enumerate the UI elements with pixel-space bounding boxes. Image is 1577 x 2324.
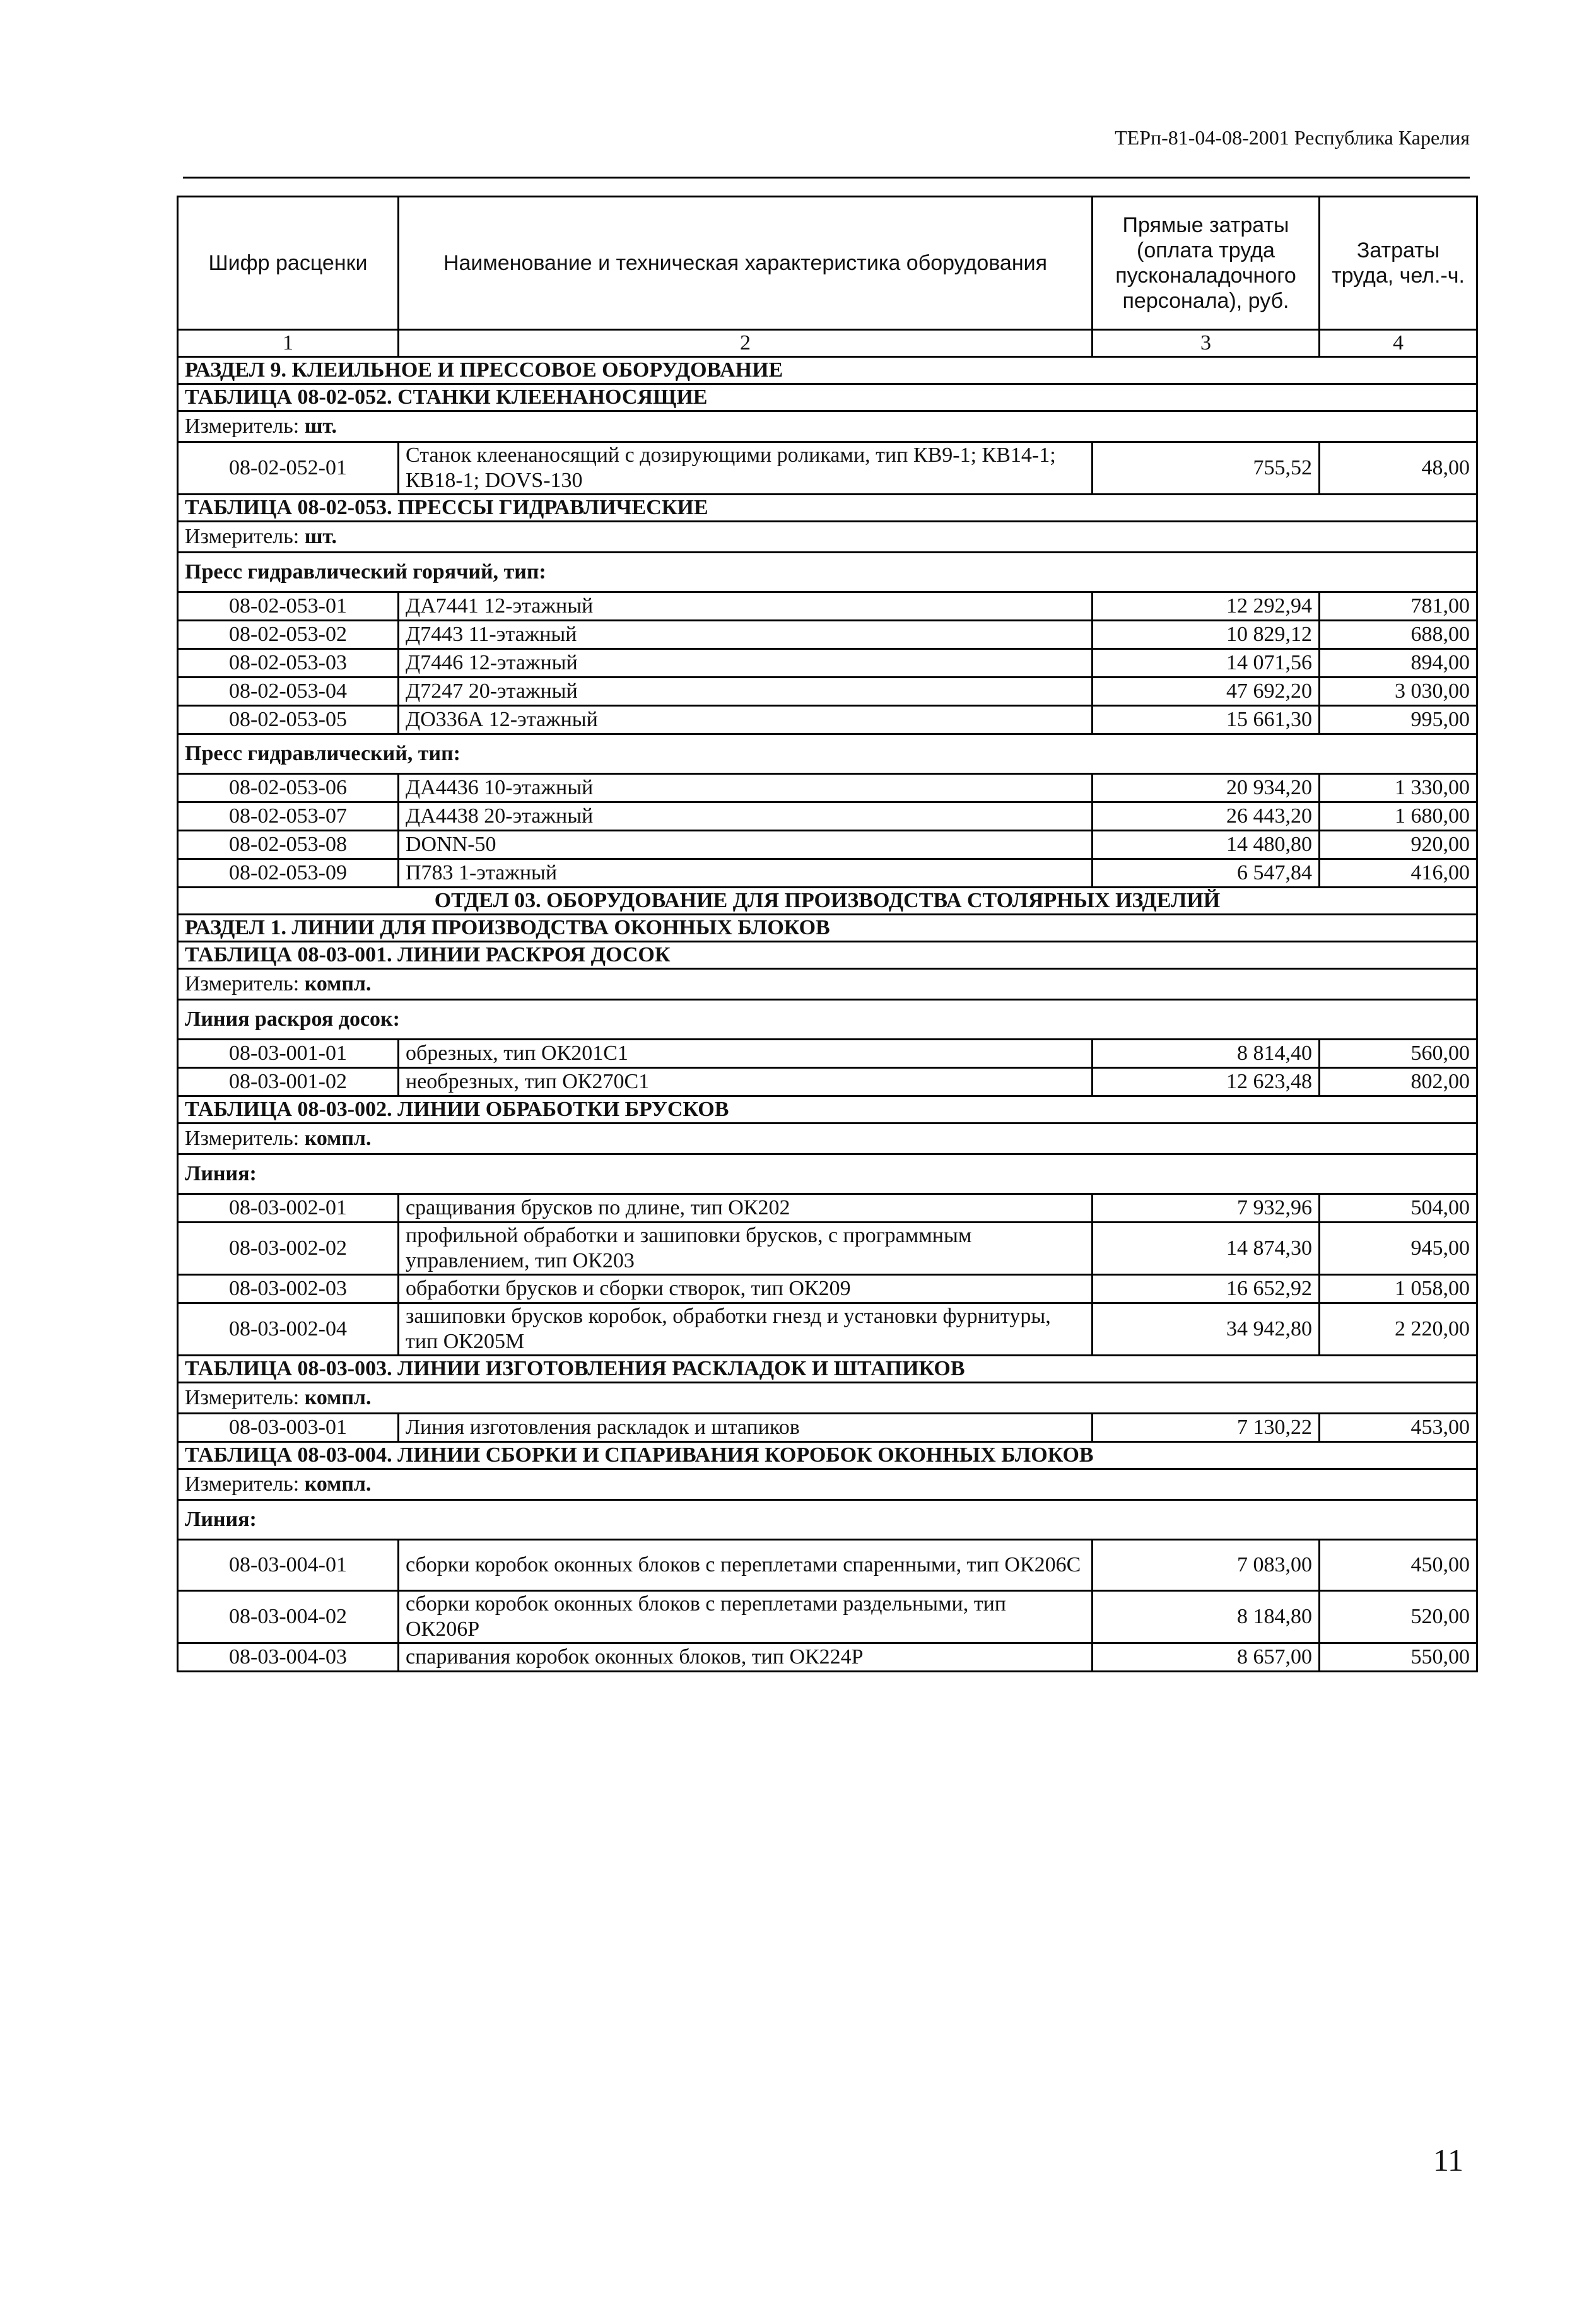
- measure-row: [178, 411, 1477, 442]
- measure-label: Измеритель:: [185, 1127, 300, 1150]
- row-code: 08-02-053-05: [178, 706, 399, 734]
- row-name: обрезных, тип ОК201С1: [399, 1040, 1093, 1068]
- row-name: Д7443 11-этажный: [399, 621, 1093, 649]
- measure-unit: компл.: [304, 1127, 372, 1150]
- row-cost: 15 661,30: [1093, 706, 1320, 734]
- row-name: ДА7441 12-этажный: [399, 592, 1093, 621]
- row-cost: 47 692,20: [1093, 678, 1320, 706]
- header-code: Шифр расценки: [178, 197, 399, 330]
- measure-unit: шт.: [304, 525, 337, 548]
- measure-row: [178, 1383, 1477, 1414]
- row-name: сборки коробок оконных блоков с переплетами спаренными, тип ОК206С: [399, 1540, 1093, 1591]
- group-label: Линия:: [178, 1154, 1477, 1194]
- table-row: [178, 1040, 1477, 1068]
- measure-label: Измеритель:: [185, 525, 300, 548]
- group-label: Пресс гидравлический горячий, тип:: [178, 553, 1477, 592]
- table-header-row: [178, 197, 1477, 330]
- row-cost: 7 130,22: [1093, 1414, 1320, 1442]
- row-labor: 1 330,00: [1320, 774, 1477, 802]
- row-cost: 10 829,12: [1093, 621, 1320, 649]
- measure-row: [178, 969, 1477, 1000]
- row-name: сращивания брусков по длине, тип ОК202: [399, 1194, 1093, 1223]
- row-labor: 894,00: [1320, 649, 1477, 678]
- table-row: [178, 802, 1477, 831]
- row-cost: 16 652,92: [1093, 1275, 1320, 1303]
- row-labor: 416,00: [1320, 859, 1477, 888]
- header-name: Наименование и техническая характеристика оборудования: [399, 197, 1093, 330]
- table-row: [178, 649, 1477, 678]
- row-cost: 12 292,94: [1093, 592, 1320, 621]
- table-row: [178, 1540, 1477, 1591]
- row-code: 08-02-053-03: [178, 649, 399, 678]
- row-name: П783 1-этажный: [399, 859, 1093, 888]
- row-name: необрезных, тип ОК270С1: [399, 1068, 1093, 1096]
- document-header: ТЕРп-81-04-08-2001 Республика Карелия: [1115, 126, 1470, 149]
- table-row: [178, 774, 1477, 802]
- group-label: Линия:: [178, 1500, 1477, 1540]
- row-cost: 8 814,40: [1093, 1040, 1320, 1068]
- row-name: Линия изготовления раскладок и штапиков: [399, 1414, 1093, 1442]
- measure-row: [178, 1469, 1477, 1500]
- table-row: [178, 1275, 1477, 1303]
- measure-unit: компл.: [304, 972, 372, 995]
- measure-row: [178, 522, 1477, 553]
- row-labor: 688,00: [1320, 621, 1477, 649]
- group-label: Пресс гидравлический, тип:: [178, 734, 1477, 774]
- table-title: ТАБЛИЦА 08-03-001. ЛИНИИ РАСКРОЯ ДОСОК: [178, 942, 1477, 969]
- col-number: 3: [1093, 330, 1320, 357]
- department-heading: ОТДЕЛ 03. ОБОРУДОВАНИЕ ДЛЯ ПРОИЗВОДСТВА СТОЛЯРНЫХ ИЗДЕЛИЙ: [178, 888, 1477, 915]
- row-labor: 781,00: [1320, 592, 1477, 621]
- row-code: 08-03-001-01: [178, 1040, 399, 1068]
- row-code: 08-02-053-08: [178, 831, 399, 859]
- row-labor: 1 680,00: [1320, 802, 1477, 831]
- header-cost: Прямые затраты (оплата труда пусконаладочного персонала), руб.: [1093, 197, 1320, 330]
- row-cost: 7 932,96: [1093, 1194, 1320, 1223]
- table-row: [178, 1194, 1477, 1223]
- table-title: ТАБЛИЦА 08-03-002. ЛИНИИ ОБРАБОТКИ БРУСКОВ: [178, 1096, 1477, 1124]
- row-name: ДА4436 10-этажный: [399, 774, 1093, 802]
- row-name: Д7247 20-этажный: [399, 678, 1093, 706]
- table-row: [178, 1643, 1477, 1672]
- row-name: зашиповки брусков коробок, обработки гнезд и установки фурнитуры, тип ОК205М: [399, 1303, 1093, 1356]
- table-row: [178, 1591, 1477, 1643]
- row-code: 08-02-053-09: [178, 859, 399, 888]
- row-cost: 12 623,48: [1093, 1068, 1320, 1096]
- row-code: 08-02-053-06: [178, 774, 399, 802]
- row-name: Станок клеенаносящий с дозирующими роликами, тип КВ9-1; КВ14-1; КВ18-1; DOVS-130: [399, 442, 1093, 495]
- table-title: ТАБЛИЦА 08-02-053. ПРЕССЫ ГИДРАВЛИЧЕСКИЕ: [178, 495, 1477, 522]
- row-cost: 14 874,30: [1093, 1223, 1320, 1275]
- row-labor: 48,00: [1320, 442, 1477, 495]
- table-title: ТАБЛИЦА 08-02-052. СТАНКИ КЛЕЕНАНОСЯЩИЕ: [178, 384, 1477, 411]
- table-row: [178, 1414, 1477, 1442]
- row-labor: 995,00: [1320, 706, 1477, 734]
- table-row: [178, 1303, 1477, 1356]
- section-heading: РАЗДЕЛ 1. ЛИНИИ ДЛЯ ПРОИЗВОДСТВА ОКОННЫХ БЛОКОВ: [178, 915, 1477, 942]
- row-labor: 520,00: [1320, 1591, 1477, 1643]
- row-name: обработки брусков и сборки створок, тип ОК209: [399, 1275, 1093, 1303]
- row-cost: 14 480,80: [1093, 831, 1320, 859]
- row-code: 08-02-053-01: [178, 592, 399, 621]
- row-labor: 550,00: [1320, 1643, 1477, 1672]
- measure-label: Измеритель:: [185, 1386, 300, 1409]
- row-cost: 14 071,56: [1093, 649, 1320, 678]
- row-code: 08-03-004-01: [178, 1540, 399, 1591]
- measure-label: Измеритель:: [185, 972, 300, 995]
- row-cost: 755,52: [1093, 442, 1320, 495]
- row-cost: 6 547,84: [1093, 859, 1320, 888]
- col-number: 2: [399, 330, 1093, 357]
- col-number: 4: [1320, 330, 1477, 357]
- table-row: [178, 706, 1477, 734]
- row-labor: 504,00: [1320, 1194, 1477, 1223]
- column-number-row: [178, 330, 1477, 357]
- table-title: ТАБЛИЦА 08-03-003. ЛИНИИ ИЗГОТОВЛЕНИЯ РАСКЛАДОК И ШТАПИКОВ: [178, 1356, 1477, 1383]
- row-labor: 945,00: [1320, 1223, 1477, 1275]
- page-number: 11: [1433, 2142, 1463, 2178]
- row-name: ДО336А 12-этажный: [399, 706, 1093, 734]
- table-row: [178, 1223, 1477, 1275]
- row-labor: 453,00: [1320, 1414, 1477, 1442]
- table-row: [178, 859, 1477, 888]
- header-labor: Затраты труда, чел.-ч.: [1320, 197, 1477, 330]
- row-name: сборки коробок оконных блоков с переплетами раздельными, тип ОК206Р: [399, 1591, 1093, 1643]
- row-code: 08-03-001-02: [178, 1068, 399, 1096]
- row-code: 08-02-053-07: [178, 802, 399, 831]
- row-code: 08-03-002-01: [178, 1194, 399, 1223]
- table-row: [178, 831, 1477, 859]
- row-labor: 1 058,00: [1320, 1275, 1477, 1303]
- section-heading: РАЗДЕЛ 9. КЛЕИЛЬНОЕ И ПРЕССОВОЕ ОБОРУДОВАНИЕ: [178, 357, 1477, 384]
- row-labor: 560,00: [1320, 1040, 1477, 1068]
- table-row: [178, 621, 1477, 649]
- row-name: Д7446 12-этажный: [399, 649, 1093, 678]
- row-cost: 20 934,20: [1093, 774, 1320, 802]
- row-labor: 450,00: [1320, 1540, 1477, 1591]
- price-table: [177, 196, 1478, 1672]
- col-number: 1: [178, 330, 399, 357]
- row-labor: 802,00: [1320, 1068, 1477, 1096]
- row-name: профильной обработки и зашиповки брусков, с программным управлением, тип ОК203: [399, 1223, 1093, 1275]
- row-code: 08-02-052-01: [178, 442, 399, 495]
- table-row: [178, 1068, 1477, 1096]
- measure-unit: компл.: [304, 1472, 372, 1496]
- table-title: ТАБЛИЦА 08-03-004. ЛИНИИ СБОРКИ И СПАРИВАНИЯ КОРОБОК ОКОННЫХ БЛОКОВ: [178, 1442, 1477, 1469]
- row-code: 08-03-003-01: [178, 1414, 399, 1442]
- row-name: ДА4438 20-этажный: [399, 802, 1093, 831]
- row-name: спаривания коробок оконных блоков, тип ОК224Р: [399, 1643, 1093, 1672]
- row-cost: 7 083,00: [1093, 1540, 1320, 1591]
- table-row: [178, 442, 1477, 495]
- row-code: 08-03-002-04: [178, 1303, 399, 1356]
- measure-label: Измеритель:: [185, 1472, 300, 1496]
- row-cost: 8 184,80: [1093, 1591, 1320, 1643]
- table-row: [178, 678, 1477, 706]
- row-code: 08-03-004-03: [178, 1643, 399, 1672]
- row-code: 08-02-053-04: [178, 678, 399, 706]
- measure-row: [178, 1124, 1477, 1154]
- row-code: 08-03-004-02: [178, 1591, 399, 1643]
- row-code: 08-02-053-02: [178, 621, 399, 649]
- measure-unit: шт.: [304, 414, 337, 438]
- row-name: DONN-50: [399, 831, 1093, 859]
- group-label: Линия раскроя досок:: [178, 1000, 1477, 1040]
- row-labor: 3 030,00: [1320, 678, 1477, 706]
- row-cost: 8 657,00: [1093, 1643, 1320, 1672]
- measure-unit: компл.: [304, 1386, 372, 1409]
- table-row: [178, 592, 1477, 621]
- row-code: 08-03-002-03: [178, 1275, 399, 1303]
- row-cost: 34 942,80: [1093, 1303, 1320, 1356]
- row-labor: 920,00: [1320, 831, 1477, 859]
- row-cost: 26 443,20: [1093, 802, 1320, 831]
- header-divider: [183, 177, 1470, 179]
- row-labor: 2 220,00: [1320, 1303, 1477, 1356]
- row-code: 08-03-002-02: [178, 1223, 399, 1275]
- measure-label: Измеритель:: [185, 414, 300, 438]
